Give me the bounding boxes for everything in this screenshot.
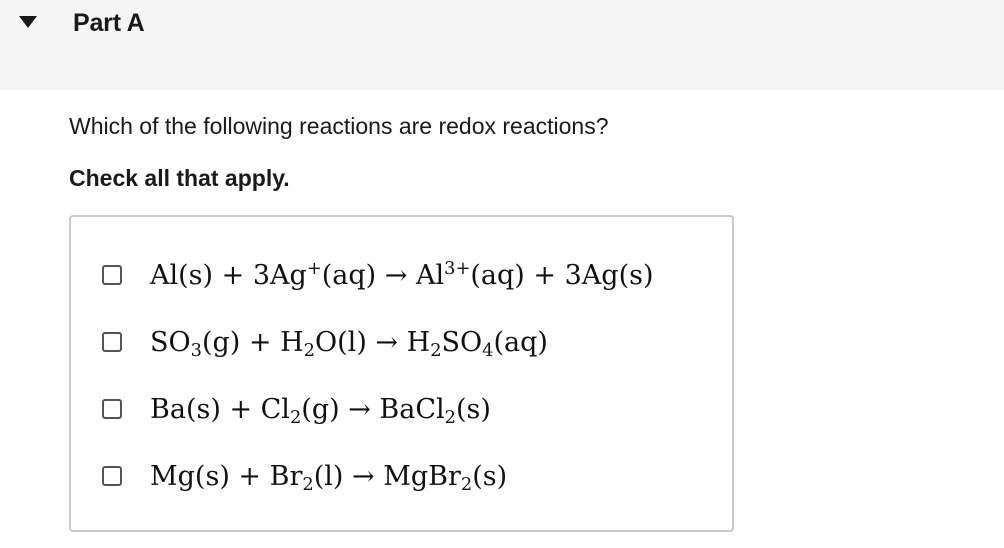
checkbox[interactable]	[102, 399, 122, 419]
eq-subscript: 2	[430, 339, 442, 361]
eq-text: Ba(s) + Cl	[150, 393, 290, 425]
part-title: Part A	[73, 9, 145, 37]
question-prompt: Which of the following reactions are redox reactions?	[69, 113, 609, 139]
option-3[interactable]	[102, 389, 491, 429]
eq-text: O(l) → H	[315, 326, 431, 358]
option-2[interactable]	[102, 322, 548, 362]
checkbox[interactable]	[102, 332, 122, 352]
eq-text: (g) → BaCl	[301, 393, 445, 425]
eq-subscript: 3	[190, 339, 202, 361]
eq-text: (aq) + 3Ag(s)	[470, 259, 654, 291]
eq-text: (aq)	[493, 326, 548, 358]
checkbox[interactable]	[102, 265, 122, 285]
eq-subscript: 4	[482, 339, 494, 361]
eq-subscript: 2	[303, 339, 316, 361]
eq-text: (s)	[456, 393, 491, 425]
eq-text: SO	[150, 326, 191, 358]
eq-text: Mg(s) + Br	[150, 460, 303, 492]
eq-subscript: 2	[302, 473, 314, 495]
eq-text: (s)	[472, 460, 508, 492]
eq-subscript: 2	[289, 406, 302, 428]
option-4[interactable]	[102, 456, 507, 496]
option-1[interactable]	[102, 255, 654, 295]
eq-subscript: 2	[460, 473, 473, 495]
equation-4	[150, 460, 508, 495]
eq-text: (g) + H	[201, 326, 304, 358]
part-header	[0, 0, 1004, 90]
equation-2	[150, 326, 548, 361]
eq-text: (l) → MgBr	[313, 460, 461, 492]
caret-down-icon[interactable]	[18, 14, 38, 30]
equation-3	[150, 393, 491, 428]
eq-text: (aq) → Al	[321, 259, 445, 291]
question-instruction: Check all that apply.	[69, 165, 290, 191]
equation-1	[150, 257, 654, 291]
eq-superscript: +	[306, 257, 322, 279]
eq-text: Al(s) + 3Ag	[150, 259, 307, 291]
answer-options-box	[69, 215, 734, 532]
eq-superscript: 3+	[444, 257, 471, 279]
eq-subscript: 2	[444, 406, 457, 428]
checkbox[interactable]	[102, 466, 122, 486]
eq-text: SO	[441, 326, 483, 358]
